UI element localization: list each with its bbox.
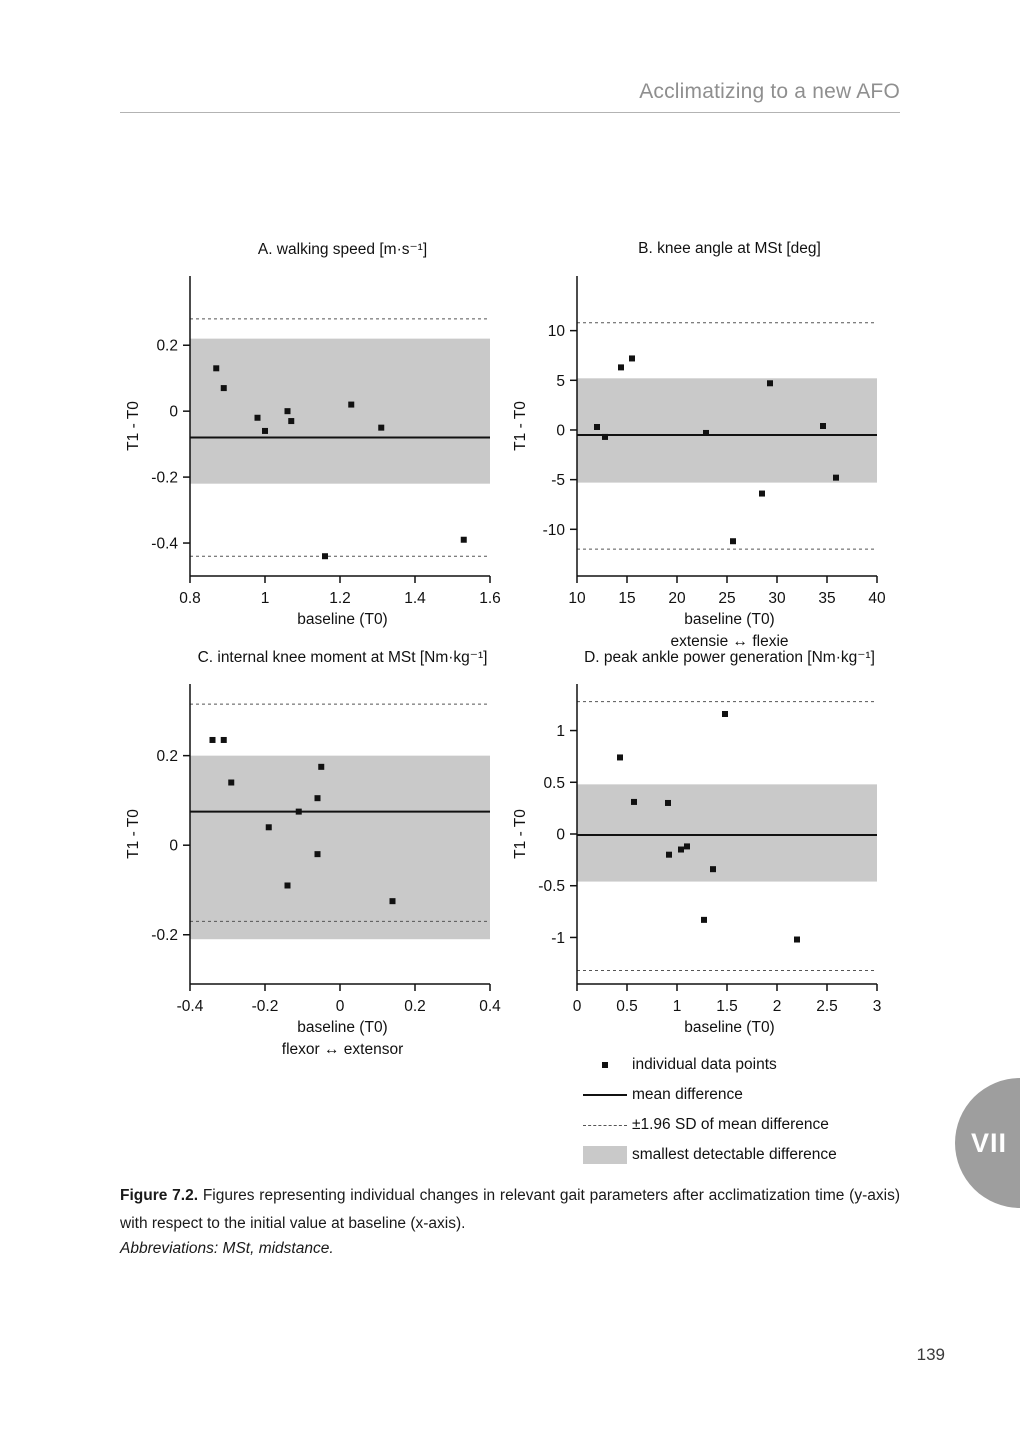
- svg-text:T1 - T0: T1 - T0: [125, 809, 142, 859]
- chart-title-b: B. knee angle at MSt [deg]: [638, 240, 821, 257]
- x-axis-sublabel-c: flexor ↔ extensor: [281, 1041, 404, 1058]
- svg-text:5: 5: [556, 372, 565, 390]
- svg-text:1: 1: [260, 590, 270, 607]
- svg-text:0: 0: [556, 826, 565, 844]
- knee-angle-plot: [507, 266, 897, 611]
- svg-text:1: 1: [556, 723, 565, 741]
- legend-item-mean-difference: [578, 1080, 837, 1110]
- x-axis-label-a: baseline (T0): [297, 611, 388, 628]
- svg-text:-1: -1: [551, 929, 565, 947]
- legend-item-data-points: [578, 1050, 837, 1080]
- svg-text:-0.2: -0.2: [151, 927, 178, 945]
- solid-line-icon: [578, 1094, 632, 1096]
- figure-legend: [578, 1050, 837, 1170]
- svg-text:-0.2: -0.2: [151, 469, 178, 487]
- chart-knee-moment: [120, 648, 510, 1063]
- svg-text:2.5: 2.5: [816, 998, 838, 1015]
- figure-caption-abbreviations: Abbreviations: MSt, midstance.: [120, 1240, 334, 1257]
- chart-title-c: C. internal knee moment at MSt [Nm·kg⁻¹]: [197, 649, 488, 666]
- legend-item-sdd-band: [578, 1140, 837, 1170]
- x-axis-label-b: baseline (T0): [684, 611, 775, 628]
- chart-ankle-power: [507, 648, 897, 1041]
- svg-text:1.2: 1.2: [329, 590, 351, 607]
- svg-text:0: 0: [169, 403, 178, 421]
- svg-text:0.5: 0.5: [543, 774, 565, 792]
- legend-label: mean difference: [632, 1086, 743, 1103]
- svg-text:-0.2: -0.2: [251, 998, 279, 1015]
- legend-item-sd-limits: [578, 1110, 837, 1140]
- svg-text:-0.4: -0.4: [176, 998, 204, 1015]
- legend-label: smallest detectable difference: [632, 1146, 837, 1163]
- chapter-tab-badge: [955, 1078, 1020, 1208]
- dashed-line-icon: [578, 1125, 632, 1126]
- svg-text:-5: -5: [551, 472, 565, 490]
- svg-text:0: 0: [335, 998, 345, 1015]
- header-rule: [120, 112, 900, 113]
- svg-text:30: 30: [768, 590, 786, 607]
- svg-text:0: 0: [556, 422, 565, 440]
- figure-caption-label: Figure 7.2.: [120, 1187, 199, 1204]
- page-number: 139: [916, 1345, 945, 1364]
- svg-text:-0.4: -0.4: [151, 535, 178, 553]
- chart-walking-speed: [120, 240, 510, 633]
- svg-text:1.4: 1.4: [404, 590, 426, 607]
- svg-text:0.8: 0.8: [179, 590, 201, 607]
- svg-text:T1 - T0: T1 - T0: [512, 809, 529, 859]
- svg-text:1: 1: [672, 998, 682, 1015]
- figure-caption: [120, 1182, 900, 1238]
- chart-knee-angle: [507, 240, 897, 655]
- svg-text:0.2: 0.2: [156, 337, 178, 355]
- svg-text:-10: -10: [542, 521, 565, 539]
- legend-label: individual data points: [632, 1056, 777, 1073]
- svg-text:0.2: 0.2: [404, 998, 426, 1015]
- svg-text:20: 20: [668, 590, 686, 607]
- svg-text:0.2: 0.2: [156, 748, 178, 766]
- svg-text:0.4: 0.4: [479, 998, 501, 1015]
- svg-text:15: 15: [618, 590, 636, 607]
- svg-text:10: 10: [547, 323, 565, 341]
- legend-label: ±1.96 SD of mean difference: [632, 1116, 829, 1133]
- square-marker-icon: [578, 1062, 632, 1068]
- walking-speed-plot: [120, 266, 510, 611]
- chart-title-a: A. walking speed [m·s⁻¹]: [257, 241, 428, 258]
- svg-text:-0.5: -0.5: [538, 878, 565, 896]
- chapter-number: VII: [971, 1127, 1008, 1158]
- svg-text:0: 0: [572, 998, 582, 1015]
- x-axis-label-c: baseline (T0): [297, 1019, 388, 1036]
- x-axis-sublabel-b: extensie ↔ flexie: [670, 633, 789, 650]
- x-axis-label-d: baseline (T0): [684, 1019, 775, 1036]
- svg-text:0.5: 0.5: [616, 998, 638, 1015]
- svg-text:T1 - T0: T1 - T0: [512, 401, 529, 451]
- svg-text:1.6: 1.6: [479, 590, 501, 607]
- svg-text:0: 0: [169, 837, 178, 855]
- svg-text:3: 3: [872, 998, 882, 1015]
- svg-text:2: 2: [772, 998, 782, 1015]
- ankle-power-plot: [507, 674, 897, 1019]
- running-head: Acclimatizing to a new AFO: [639, 80, 900, 103]
- svg-text:1.5: 1.5: [716, 998, 738, 1015]
- svg-text:T1 - T0: T1 - T0: [125, 401, 142, 451]
- svg-text:40: 40: [868, 590, 886, 607]
- gray-band-icon: [578, 1146, 632, 1164]
- svg-text:10: 10: [568, 590, 586, 607]
- figure-caption-text: Figures representing individual changes in relevant gait parameters after acclimatization time (y-axis) with respect to the initial value at baseline (x-axis).: [120, 1187, 900, 1232]
- svg-text:35: 35: [818, 590, 836, 607]
- svg-text:25: 25: [718, 590, 736, 607]
- knee-moment-plot: [120, 674, 510, 1019]
- chart-title-d: D. peak ankle power generation [Nm·kg⁻¹]: [584, 649, 875, 666]
